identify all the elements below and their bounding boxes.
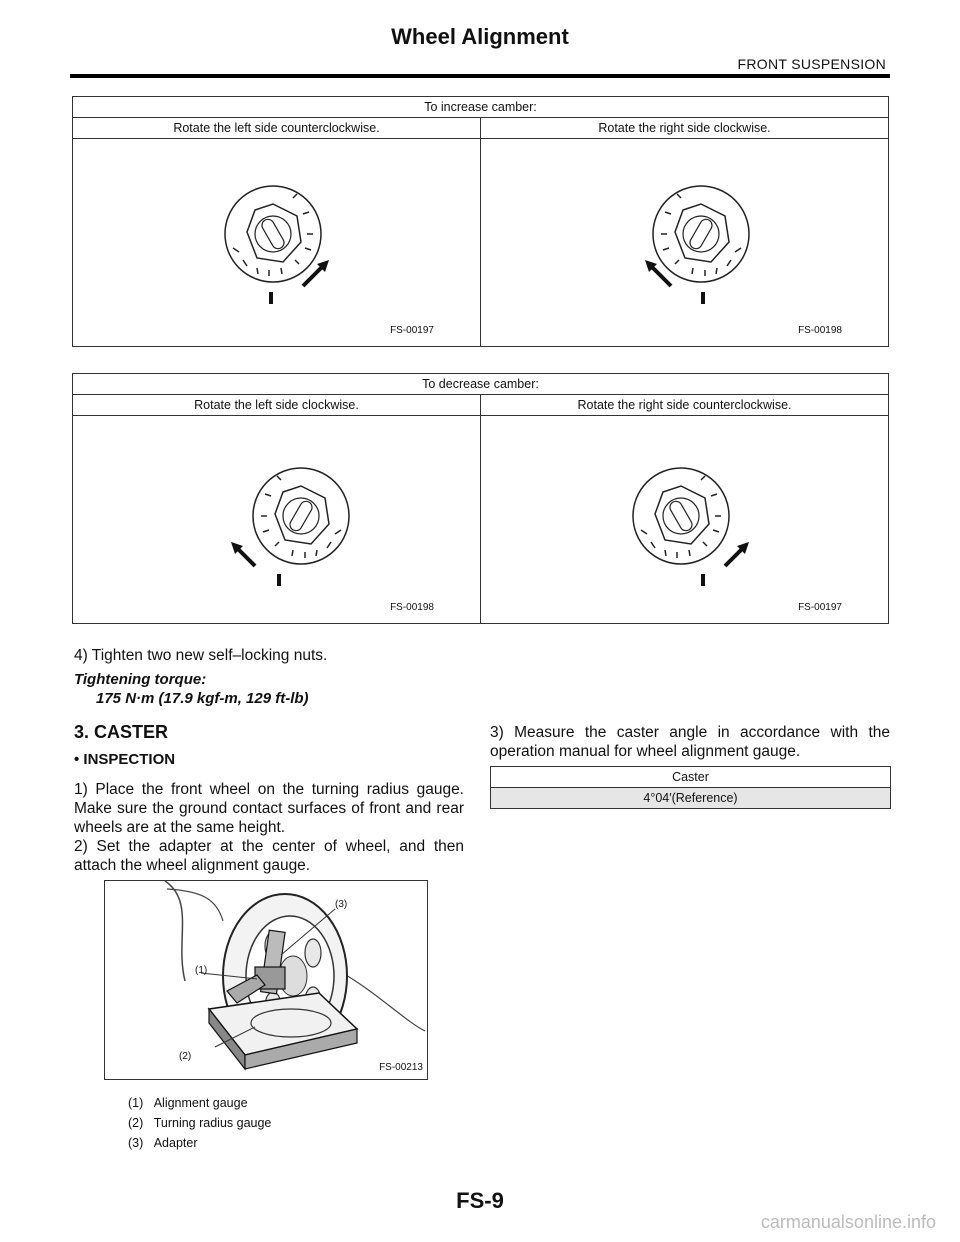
legend-text: Alignment gauge: [153, 1096, 248, 1110]
legend-number: (2): [128, 1116, 144, 1130]
torque-value: 175 N·m (17.9 kgf-m, 129 ft-lb): [96, 690, 309, 707]
step-2-text: 2) Set the adapter at the center of wheel, and then attach the wheel alignment gauge.: [74, 838, 464, 874]
bolt-ccw-right-diagram: [621, 466, 761, 586]
torque-label: Tightening torque:: [74, 671, 207, 688]
callout-1: (1): [195, 965, 208, 976]
decrease-left-label: Rotate the left side clockwise.: [73, 395, 481, 416]
increase-left-figure: [73, 139, 481, 347]
decrease-left-figure: [73, 416, 481, 624]
bolt-ccw-left-diagram: [213, 184, 353, 304]
caster-table-header: Caster: [491, 767, 891, 788]
legend-item: [128, 1096, 248, 1110]
wheel-alignment-illustration: [105, 881, 427, 1079]
increase-camber-table: [72, 96, 889, 347]
header-rule: [70, 74, 890, 78]
legend-item: [128, 1116, 271, 1130]
figure-code: FS-00197: [798, 602, 842, 613]
decrease-camber-table: [72, 373, 889, 624]
increase-right-label: Rotate the right side clockwise.: [481, 118, 889, 139]
caster-table-value: 4°04′(Reference): [491, 788, 891, 809]
legend-number: (3): [128, 1136, 144, 1150]
decrease-camber-title: To decrease camber:: [73, 374, 889, 395]
section-name: FRONT SUSPENSION: [737, 56, 886, 72]
caster-heading: 3. CASTER: [74, 722, 169, 742]
step-4-text: 4) Tighten two new self–locking nuts.: [74, 647, 328, 664]
caster-spec-table: [490, 766, 891, 809]
increase-right-figure: [481, 139, 889, 347]
legend-number: (1): [128, 1096, 144, 1110]
inspection-subheading: • INSPECTION: [74, 751, 176, 768]
figure-code: FS-00213: [379, 1062, 423, 1073]
legend-item: [128, 1136, 197, 1150]
callout-3: (3): [335, 899, 348, 910]
decrease-right-figure: [481, 416, 889, 624]
bolt-cw-left-diagram: [221, 466, 361, 586]
figure-code: FS-00197: [390, 325, 434, 336]
callout-2: (2): [179, 1051, 192, 1062]
legend-text: Turning radius gauge: [153, 1116, 272, 1130]
step-1-text: 1) Place the front wheel on the turning radius gauge. Make sure the ground contact surfaces of front and rear wheels are at the same height.: [74, 781, 464, 836]
page-number: FS-9: [456, 1188, 504, 1213]
increase-camber-title: To increase camber:: [73, 97, 889, 118]
bolt-cw-right-diagram: [621, 184, 761, 304]
alignment-gauge-figure: [104, 880, 428, 1080]
increase-left-label: Rotate the left side counterclockwise.: [73, 118, 481, 139]
decrease-right-label: Rotate the right side counterclockwise.: [481, 395, 889, 416]
figure-code: FS-00198: [798, 325, 842, 336]
step-3-text: 3) Measure the caster angle in accordance with the operation manual for wheel alignment gauge.: [490, 724, 890, 760]
watermark: carmanualsonline.info: [760, 1212, 936, 1232]
legend-text: Adapter: [153, 1136, 198, 1150]
figure-code: FS-00198: [390, 602, 434, 613]
page-title: Wheel Alignment: [391, 24, 569, 49]
